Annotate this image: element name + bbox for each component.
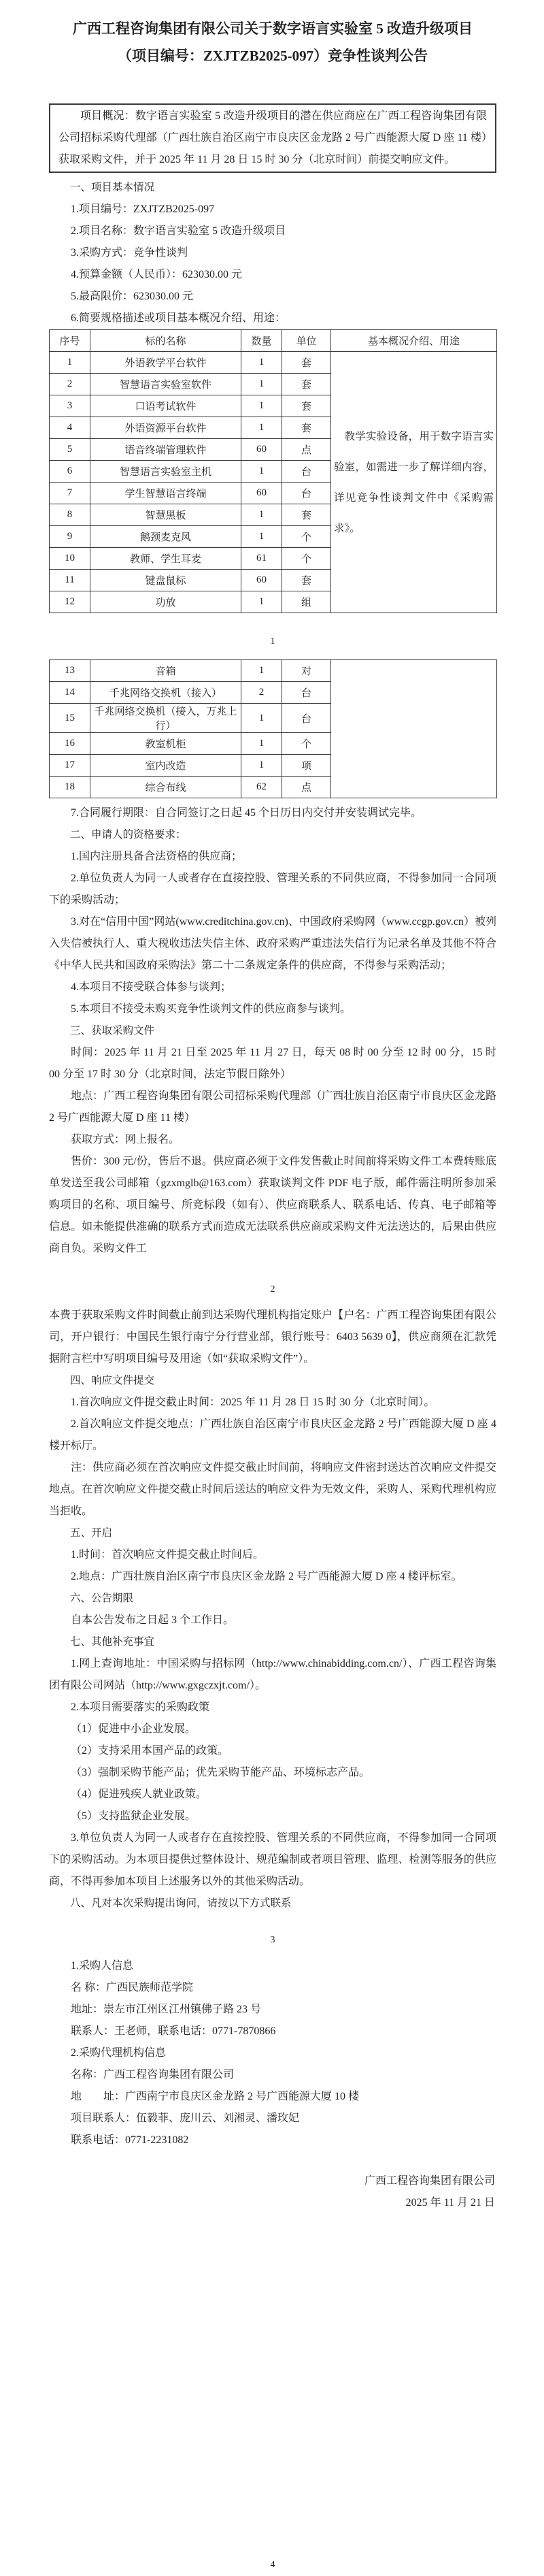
document-title: [49, 15, 496, 69]
spec-table-page1: [49, 329, 497, 613]
table-row: 13 音箱 1 对: [50, 660, 497, 682]
table-row: 15 千兆网络交换机（接入，万兆上行） 1 台: [50, 704, 497, 733]
merged-desc-text: 教学实验设备，用于数字语言实验室，如需进一步了解详细内容，详见竞争性谈判文件中《采购需求》。: [334, 430, 494, 534]
announcement-document: [0, 15, 544, 2575]
col-header-name: 标的名称: [90, 330, 241, 352]
table-row: 4 外语资源平台软件 1 套: [50, 417, 497, 439]
heading-announcement-period: 六、公告期限: [70, 1593, 134, 1604]
paragraph: 5.最高限价：623030.00 元: [71, 291, 194, 302]
paragraph: （3）强制采购节能产品；优先采购节能产品、环境标志产品。: [71, 1767, 371, 1778]
heading-obtain-documents: 三、获取采购文件: [70, 1025, 155, 1037]
paragraph: 2.采购代理机构信息: [71, 2047, 167, 2059]
table-row: 2 智慧语言实验室软件 1 套: [50, 374, 497, 395]
paragraph: 3.单位负责人为同一人或者存在直接控股、管理关系的不同供应商，不得参加同一合同项下的采购活动。为本项目提供过整体设计、规范编制或者项目管理、监理、检测等服务的供应商，不得再参加本项目上述服务以外的其他采购活动。: [49, 1832, 496, 1887]
table-row: 8 智慧黑板 1 套: [50, 504, 497, 526]
merged-desc-cell-empty: [331, 660, 497, 798]
paragraph: （2）支持采用本国产品的政策。: [71, 1745, 229, 1757]
paragraph: （5）支持监狱企业发展。: [71, 1810, 197, 1822]
paragraph: 2.首次响应文件提交地点：广西壮族自治区南宁市良庆区金龙路 2 号广西能源大厦 D 座 4 楼开标厅。: [49, 1418, 496, 1452]
paragraph: （4）促进残疾人就业政策。: [71, 1789, 207, 1800]
section-qualification-and-documents: [49, 802, 496, 1260]
page-number-1: 1: [270, 636, 275, 647]
table-row: 10 教师、学生耳麦 61 个: [50, 548, 497, 570]
col-header-qty: 数量: [241, 330, 282, 352]
paragraph: 2.地点：广西壮族自治区南宁市良庆区金龙路 2 号广西能源大厦 D 座 4 楼评标室。: [71, 1571, 462, 1582]
heading-contact: 八、凡对本次采购提出询问，请按以下方式联系: [70, 1897, 292, 1909]
paragraph: 售价：300 元/份，售后不退。供应商必须于文件发售截止时间前将采购文件工本费转账底单发送至我公司邮箱（gzxmglb@163.com）获取谈判文件 PDF 电子版，邮件需注明所参加采购项目的名称、项目编号、所竞标段（如有）、供应商联系人、联系电话、传真、电子邮箱等信息。如未能提供准确的联系方式而造成无法联系供应商或采购文件无法送达的，后果由供应商自负。采购文件工: [49, 1156, 496, 1254]
paragraph: 3.采购方式：竞争性谈判: [71, 247, 188, 259]
paragraph: 3.对在“信用中国”网站(www.creditchina.gov.cn)、中国政府采购网（www.ccgp.gov.cn）被列入失信被执行人、重大税收违法失信主体、政府采购严重违法失信行为记录名单及其他不符合《中华人民共和国政府采购法》第二十二条规定条件的供应商，不得参与采购活动；: [49, 916, 496, 971]
table-row: 3 口语考试软件 1 套: [50, 395, 497, 417]
page-number-2: 2: [270, 1284, 275, 1294]
page-number-3: 3: [270, 1935, 275, 1945]
section-contact-info: [49, 1955, 496, 2151]
paragraph: 2.项目名称：数字语言实验室 5 改造升级项目: [71, 225, 286, 237]
table-row: 7 学生智慧语言终端 60 台: [50, 483, 497, 504]
heading-response-submission: 四、响应文件提交: [70, 1375, 155, 1386]
table-row: 16 教室机柜 1 个: [50, 733, 497, 755]
paragraph: 地 址：广西南宁市良庆区金龙路 2 号广西能源大厦 10 楼: [71, 2091, 360, 2102]
heading-basic-info: 一、项目基本情况: [70, 182, 155, 193]
table-row: 14 千兆网络交换机（接入） 2 台: [50, 682, 497, 704]
col-header-unit: 单位: [282, 330, 331, 352]
heading-other-matters: 七、其他补充事宜: [70, 1636, 155, 1648]
table-row: 9 鹅颈麦克风 1 个: [50, 526, 497, 548]
signature-block: [49, 2170, 496, 2214]
paragraph: 1.国内注册具备合法资格的供应商；: [71, 851, 243, 862]
table-row: 12 功放 1 组: [50, 591, 497, 613]
signature-company: 广西工程咨询集团有限公司: [364, 2175, 495, 2187]
title-line-1: 广西工程咨询集团有限公司关于数字语言实验室 5 改造升级项目: [73, 20, 473, 37]
table-row: 18 综合布线 62 点: [50, 777, 497, 798]
section-submission-and-other: [49, 1305, 496, 1914]
paragraph: 自本公告发布之日起 3 个工作日。: [71, 1614, 235, 1626]
paragraph: （1）促进中小企业发展。: [71, 1723, 197, 1735]
paragraph: 7.合同履行期限：自合同签订之日起 45 个日历日内交付并安装调试完毕。: [71, 807, 422, 819]
signature-date: 2025 年 11 月 21 日: [405, 2197, 495, 2208]
paragraph: 项目联系人：伍毅菲、庞川云、刘湘灵、潘玫妃: [71, 2113, 300, 2124]
table-row: 1 外语教学平台软件 1 套 教学实验设备，用于数字语言实验室，如需进一步了解详细内容，详见竞争性谈判文件中《采购需求》。: [50, 352, 497, 374]
col-header-no: 序号: [50, 330, 90, 352]
paragraph: 本费于获取采购文件时间截止前到达采购代理机构指定账户【户名：广西工程咨询集团有限公司，开户银行：中国民生银行南宁分行营业部，银行账号：6403 5639 0】，供应商须在汇款凭据附言栏中写明项目编号及用途（如“获取采购文件”）。: [49, 1309, 496, 1365]
paragraph: 6.简要规格描述或项目基本概况介绍、用途：: [71, 312, 286, 324]
paragraph: 名称：广西工程咨询集团有限公司: [71, 2069, 235, 2081]
paragraph: 1.首次响应文件提交截止时间：2025 年 11 月 28 日 15 时 30 分（北京时间）。: [71, 1397, 435, 1408]
paragraph: 4.预算金额（人民币）：623030.00 元: [71, 269, 243, 280]
section-basic-info: [49, 177, 496, 329]
heading-opening: 五、开启: [70, 1527, 113, 1539]
paragraph: 地址：崇左市江州区江州镇佛子路 23 号: [71, 2004, 262, 2015]
paragraph: 联系人：王老师，联系电话：0771-7870866: [71, 2025, 276, 2037]
project-overview-box: [49, 103, 496, 173]
paragraph: 注：供应商必须在首次响应文件提交截止时间前，将响应文件密封送达首次响应文件提交地点。在首次响应文件提交截止时间后送达的响应文件为无效文件，采购人、采购代理机构应当拒收。: [49, 1462, 496, 1517]
paragraph: 地点：广西工程咨询集团有限公司招标采购代理部（广西壮族自治区南宁市良庆区金龙路 2 号广西能源大厦 D 座 11 楼）: [49, 1090, 496, 1124]
table-row: 11 键盘鼠标 60 套: [50, 570, 497, 591]
paragraph: 4.本项目不接受联合体参与谈判；: [71, 981, 232, 993]
paragraph: 5.本项目不接受未购买竞争性谈判文件的供应商参与谈判。: [71, 1003, 352, 1015]
paragraph: 1.采购人信息: [71, 1960, 134, 1972]
spec-table-page2: [49, 659, 497, 798]
paragraph: 联系电话：0771-2231082: [71, 2134, 189, 2146]
heading-qualification: 二、申请人的资格要求：: [70, 829, 186, 841]
page-number-4: 4: [270, 2560, 275, 2570]
table-row: 17 室内改造 1 项: [50, 755, 497, 777]
table-row: 5 语音终端管理软件 60 点: [50, 439, 497, 461]
paragraph: 2.单位负责人为同一人或者存在直接控股、管理关系的不同供应商，不得参加同一合同项下的采购活动；: [49, 873, 496, 906]
paragraph: 1.网上查询地址：中国采购与招标网（http://www.chinabidding.com.cn/）、广西工程咨询集团有限公司网站（http://www.gxgczxjt.com/）。: [49, 1658, 496, 1691]
paragraph: 时间：2025 年 11 月 21 日至 2025 年 11 月 27 日，每天 08 时 00 分至 12 时 00 分，15 时 00 分至 17 时 30 分（北京时间，法定节假日除外）: [49, 1047, 496, 1080]
paragraph: 获取方式：网上报名。: [71, 1134, 180, 1145]
document-content: [0, 15, 544, 2576]
project-overview-text: 项目概况：数字语言实验室 5 改造升级项目的潜在供应商应在广西工程咨询集团有限公司招标采购代理部（广西壮族自治区南宁市良庆区金龙路 2 号广西能源大厦 D 座 11 楼）获取采购文件，并于 2025 年 11 月 28 日 15 时 30 分（北京时间）前提交响应文件。: [58, 110, 487, 165]
table-row: 6 智慧语言实验室主机 1 台: [50, 461, 497, 483]
col-header-desc: 基本概况介绍、用途: [331, 330, 497, 352]
paragraph: 1.项目编号：ZXJTZB2025-097: [71, 203, 215, 215]
paragraph: 名 称：广西民族师范学院: [71, 1982, 194, 1993]
table-header-row: [50, 330, 497, 352]
paragraph: 2.本项目需要落实的采购政策: [71, 1701, 210, 1713]
paragraph: 1.时间：首次响应文件提交截止时间后。: [71, 1549, 265, 1561]
merged-desc-cell: [331, 352, 497, 613]
title-line-2: （项目编号：ZXJTZB2025-097）竞争性谈判公告: [117, 48, 428, 64]
